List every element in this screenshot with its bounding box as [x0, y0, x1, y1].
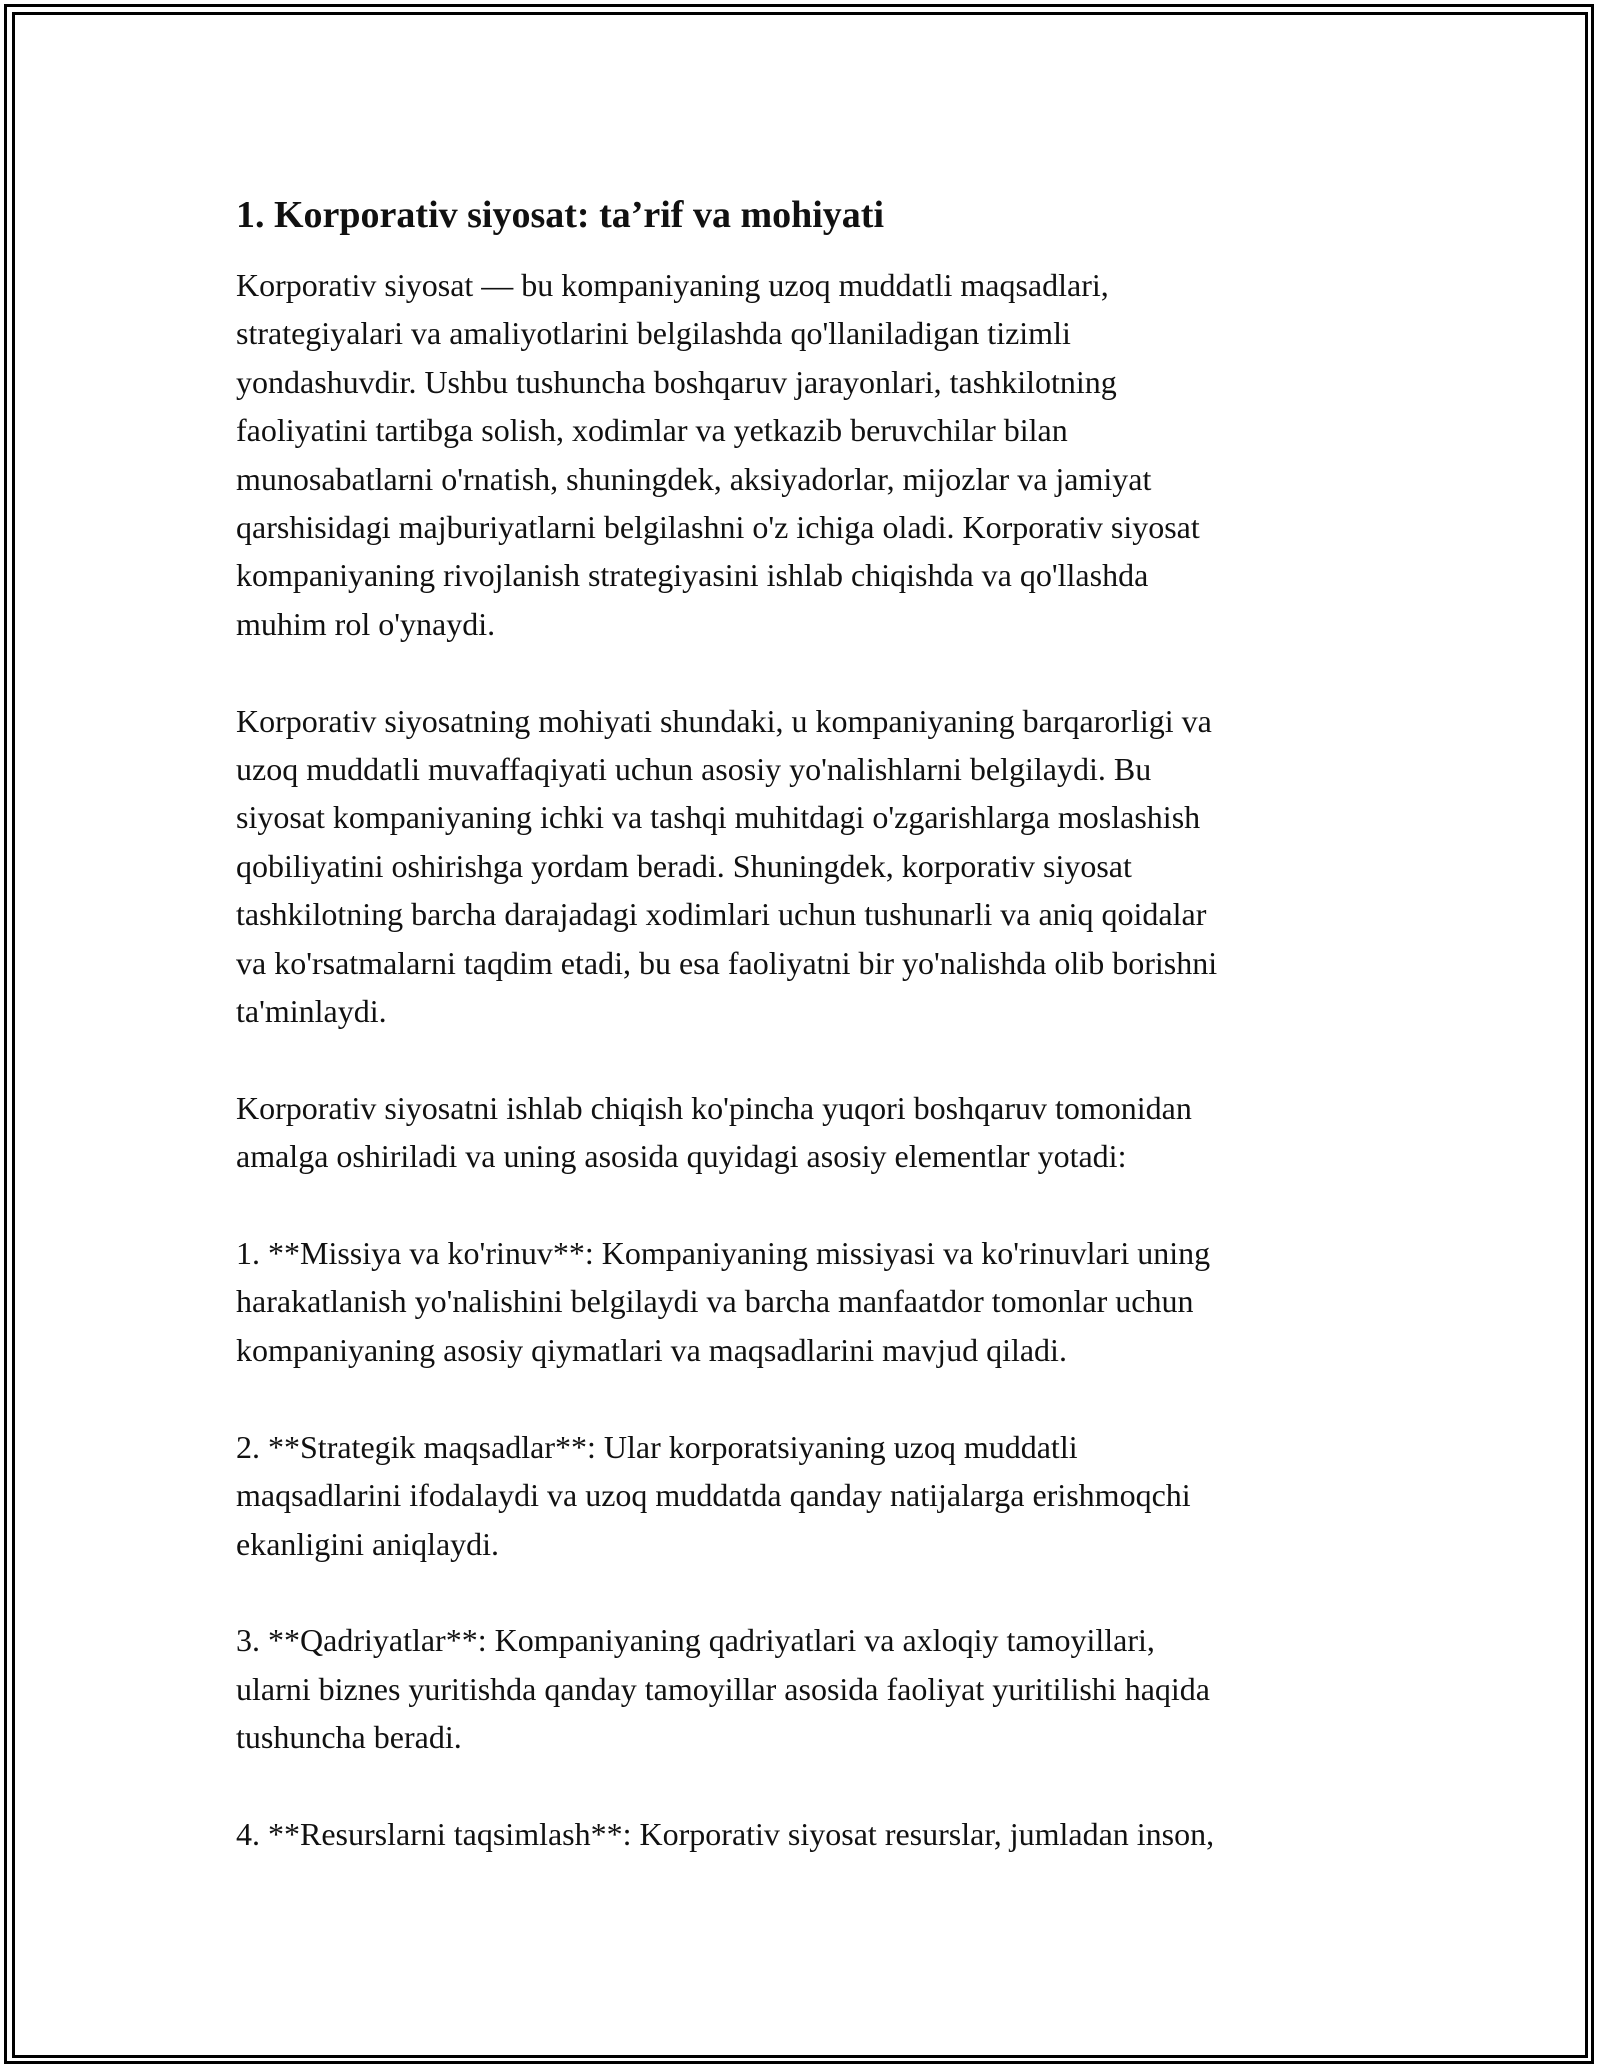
paragraph-essence: Korporativ siyosatning mohiyati shundaki, u kompaniyaning barqarorligi va uzoq muddatli muvaffaqiyati uchun asosiy yo'nalishlarni belgilaydi. Bu siyosat kompaniyaning ichki va tashqi muhitdagi o'zgarishlarga moslashish qobiliyatini oshirishga yordam beradi. Shuningdek, korporativ siyosat tashkilotning barcha darajadagi xodimlari uchun tushunarli va aniq qoidalar va ko'rsatmalarni taqdim etadi, bu esa faoliyatni bir yo'nalishda olib borishni ta'minlaydi. — [236, 702, 1218, 1030]
document-body — [236, 185, 1376, 1858]
list-item-resources: 4. **Resurslarni taqsimlash**: Korporativ siyosat resurslar, jumladan inson, — [236, 1815, 1215, 1852]
list-item-mission: 1. **Missiya va ko'rinuv**: Kompaniyaning missiyasi va ko'rinuvlari uning harakatlanish yo'nalishini belgilaydi va barcha manfaatdor tomonlar uchun kompaniyaning asosiy qiymatlari va maqsadlarini mavjud qiladi. — [236, 1235, 1211, 1368]
section-heading: 1. Korporativ siyosat: ta’rif va mohiyati — [236, 194, 885, 236]
paragraph-definition: Korporativ siyosat — bu kompaniyaning uzoq muddatli maqsadlari, strategiyalari va amaliyotlarini belgilashda qo'llaniladigan tizimli yondashuvdir. Ushbu tushuncha boshqaruv jarayonlari, tashkilotning faoliyatini tartibga solish, xodimlar va yetkazib beruvchilar bilan munosabatlarni o'rnatish, shuningdek, aksiyadorlar, mijozlar va jamiyat qarshisidagi majburiyatlarni belgilashni o'z ichiga oladi. Korporativ siyosat kompaniyaning rivojlanish strategiyasini ishlab chiqishda va qo'llashda muhim rol o'ynaydi. — [236, 267, 1200, 642]
list-item-strategic-goals: 2. **Strategik maqsadlar**: Ular korporatsiyaning uzoq muddatli maqsadlarini ifodalaydi va uzoq muddatda qanday natijalarga erishmoqchi ekanligini aniqlaydi. — [236, 1428, 1191, 1562]
list-item-values: 3. **Qadriyatlar**: Kompaniyaning qadriyatlari va axloqiy tamoyillari, ularni biznes yuritishda qanday tamoyillar asosida faoliyat yuritilishi haqida tushuncha beradi. — [236, 1622, 1210, 1756]
paragraph-elements-intro: Korporativ siyosatni ishlab chiqish ko'pincha yuqori boshqaruv tomonidan amalga oshiriladi va uning asosida quyidagi asosiy elementlar yotadi: — [236, 1089, 1192, 1175]
